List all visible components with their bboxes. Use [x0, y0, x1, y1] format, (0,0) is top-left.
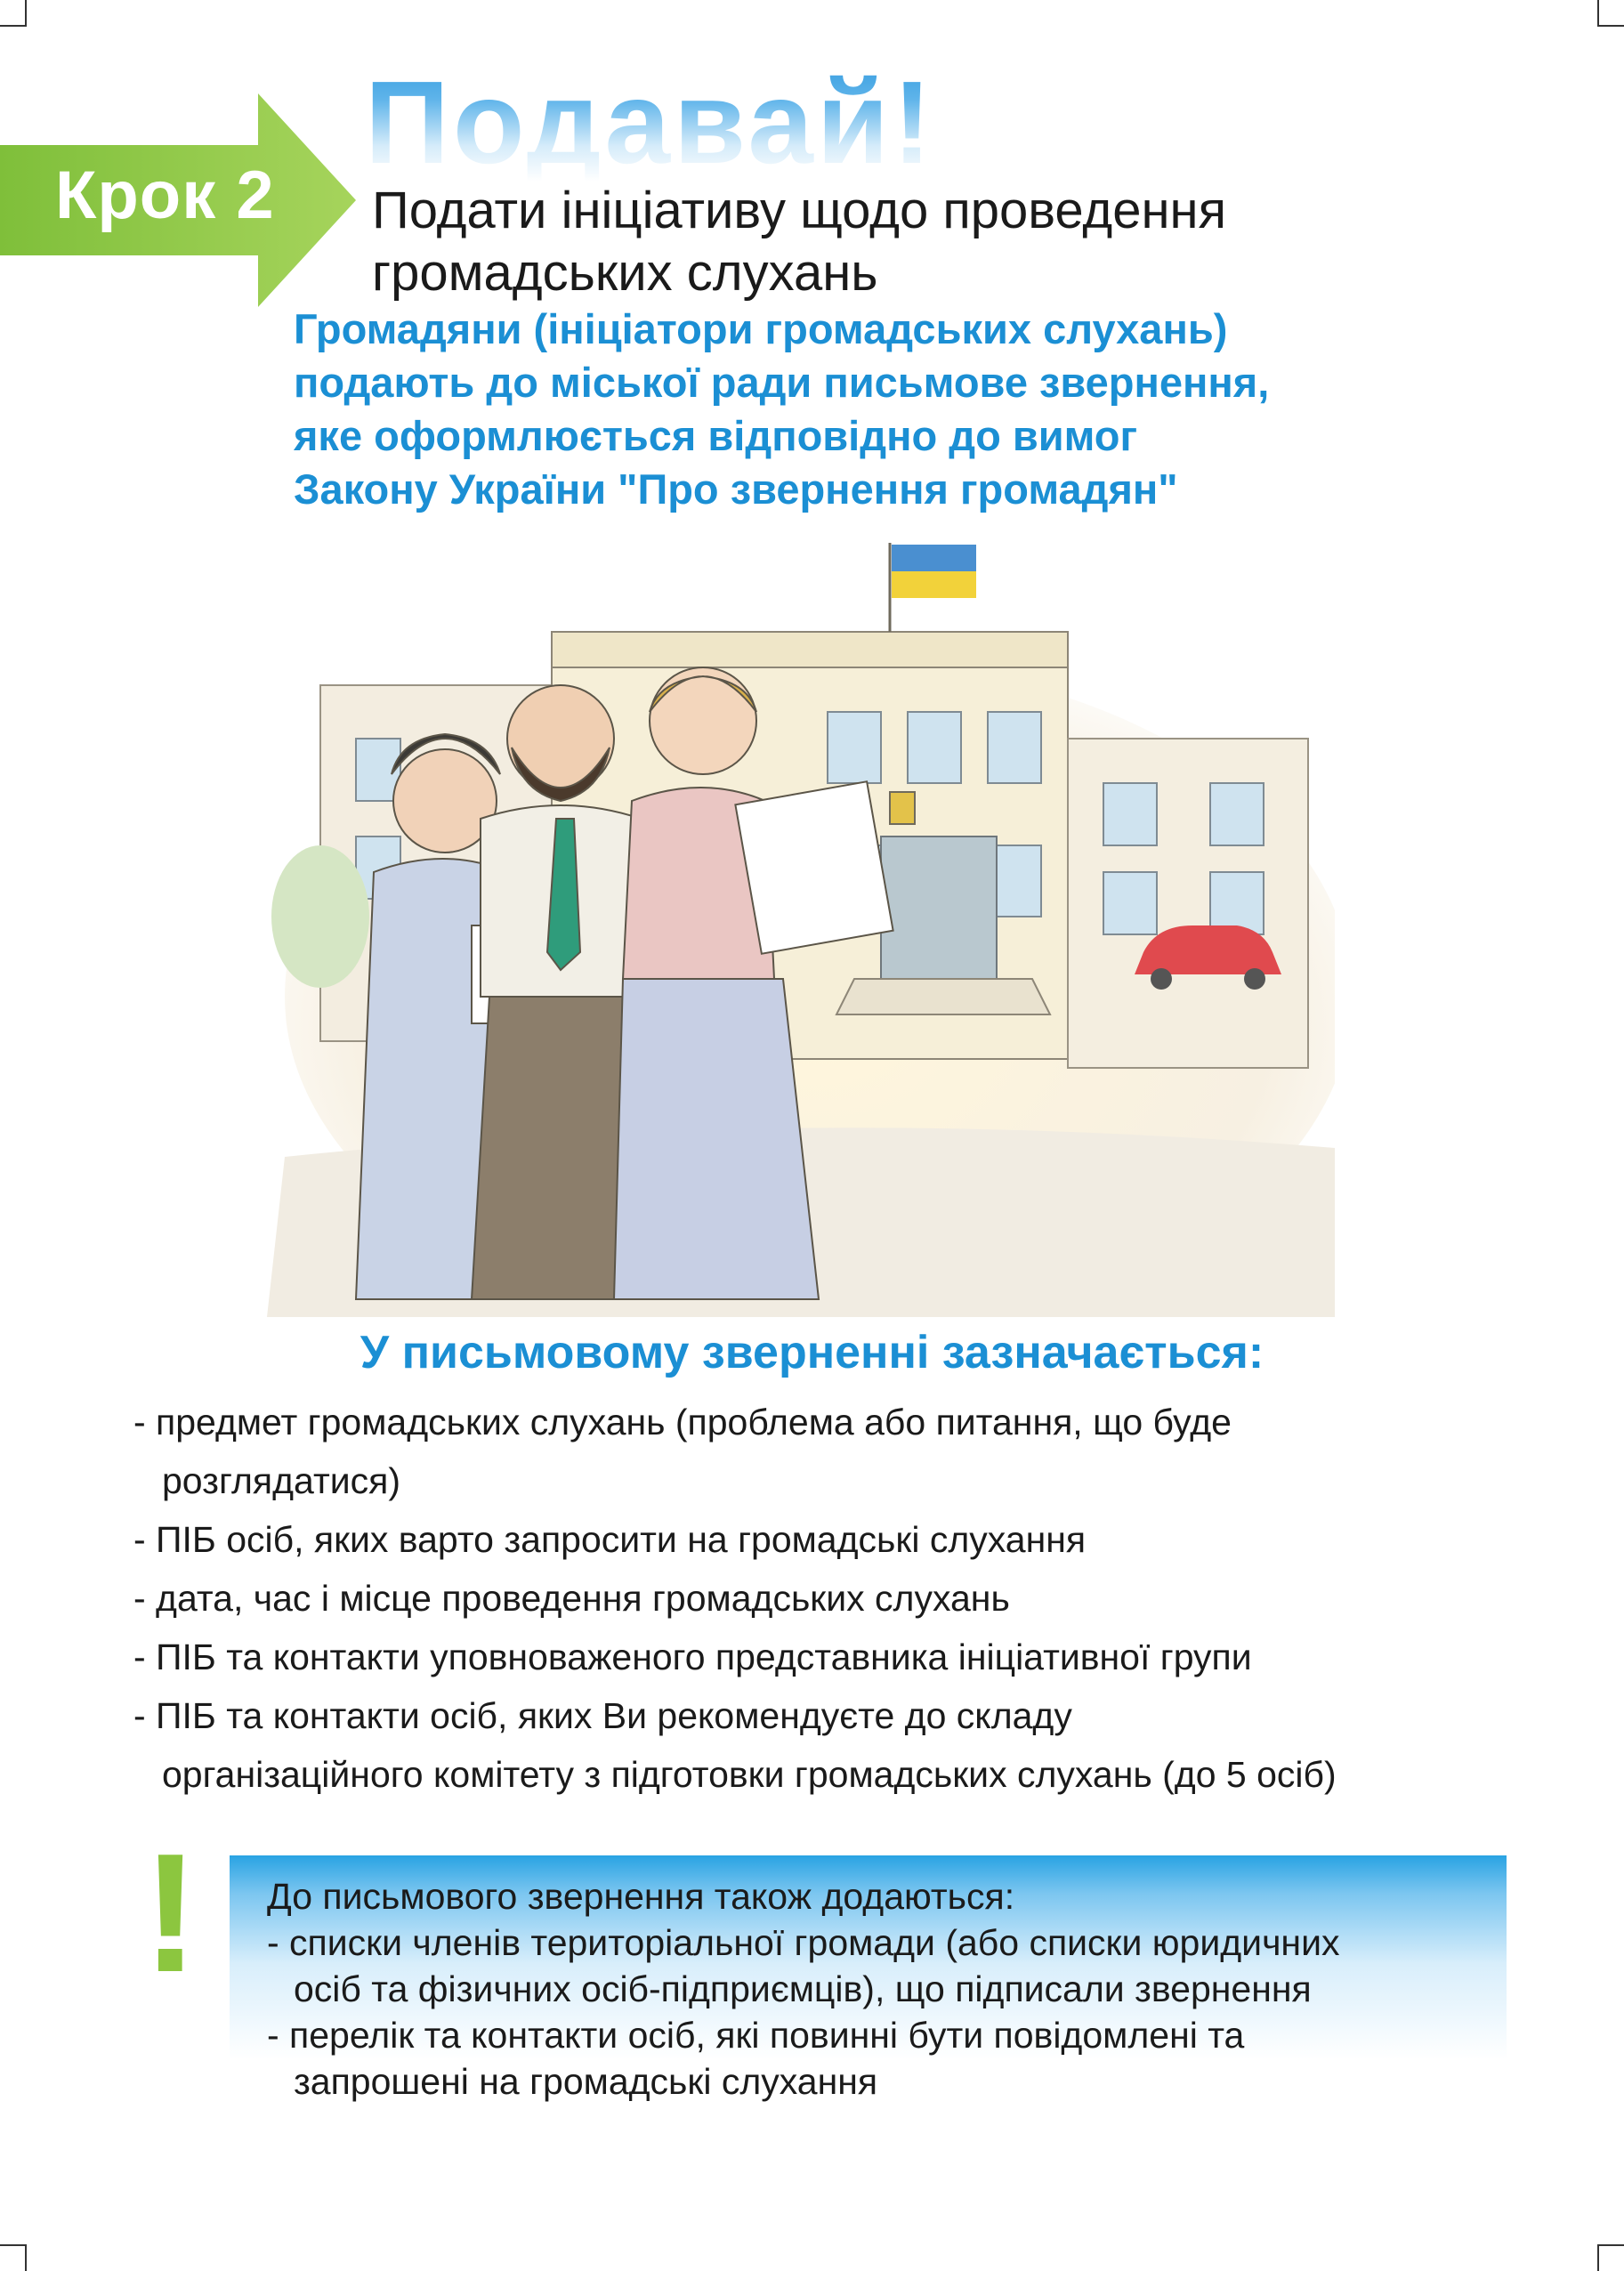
- list-item: [133, 1686, 1557, 1804]
- crop-mark: [25, 0, 27, 27]
- list-item: [133, 1393, 1557, 1510]
- page-title: Подавай!: [365, 57, 935, 188]
- crop-mark: [1597, 0, 1599, 27]
- list-item-text: - ПІБ осіб, яких варто запросити на громадські слухання: [133, 1519, 1087, 1560]
- list-item: [267, 1919, 1531, 2012]
- list-item: [133, 1510, 1557, 1569]
- list-item: [267, 2012, 1531, 2105]
- lead-line: Закону України "Про звернення громадян": [294, 465, 1178, 513]
- list-item: [133, 1628, 1557, 1686]
- lead-line: Громадяни (ініціатори громадських слухань): [294, 305, 1228, 352]
- note-list: [267, 1919, 1531, 2105]
- list-item-continuation: організаційного комітету з підготовки громадських слухань (до 5 осіб): [162, 1754, 1337, 1795]
- subtitle-line: Подати ініціативу щодо проведення: [372, 182, 1226, 239]
- subtitle-line: громадських слухань: [372, 244, 878, 302]
- note-text: [267, 1873, 1531, 2105]
- list-item-text: - дата, час і місце проведення громадських слухань: [133, 1578, 1010, 1619]
- crop-mark: [25, 2244, 27, 2271]
- crop-mark: [1597, 2244, 1599, 2271]
- lead-paragraph: [294, 303, 1539, 516]
- list-item-text: - перелік та контакти осіб, які повинні бути повідомлені та: [267, 2015, 1245, 2056]
- list-item: [133, 1569, 1557, 1628]
- exclamation-icon: !: [142, 1819, 199, 2008]
- step-label: Крок 2: [55, 158, 275, 233]
- crop-mark: [0, 2244, 27, 2246]
- list-item-text: - ПІБ та контакти осіб, яких Ви рекомендуєте до складу: [133, 1695, 1072, 1736]
- note-heading: До письмового звернення також додаються:: [267, 1876, 1015, 1917]
- crop-mark: [0, 25, 27, 27]
- list-item-text: - списки членів територіальної громади (або списки юридичних: [267, 1922, 1340, 1963]
- page-subtitle: [372, 180, 1440, 304]
- lead-line: подають до міської ради письмове звернення,: [294, 359, 1270, 406]
- lead-line: яке оформлюється відповідно до вимог: [294, 412, 1138, 459]
- list-item-continuation: осіб та фізичних осіб-підприємців), що підписали звернення: [294, 1968, 1312, 2009]
- list-item-continuation: запрошені на громадські слухання: [294, 2061, 878, 2102]
- crop-mark: [1597, 2244, 1624, 2246]
- list-title: У письмовому зверненні зазначається:: [360, 1327, 1264, 1378]
- requirements-list: [133, 1393, 1557, 1804]
- list-item-text: - ПІБ та контакти уповноваженого представника ініціативної групи: [133, 1637, 1252, 1677]
- city-hall-illustration: [267, 534, 1335, 1317]
- crop-mark: [1597, 25, 1624, 27]
- list-item-text: - предмет громадських слухань (проблема або питання, що буде: [133, 1402, 1232, 1443]
- list-item-continuation: розглядатися): [162, 1460, 400, 1501]
